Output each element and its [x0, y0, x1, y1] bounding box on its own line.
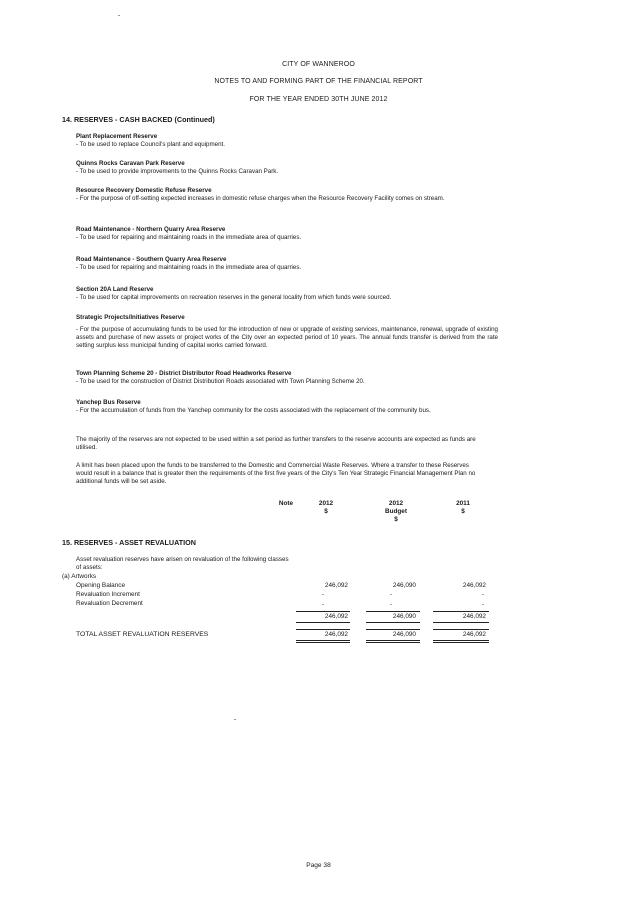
reserve-item-title: Road Maintenance - Southern Quarry Area Reserve — [76, 256, 227, 263]
total-double-rule — [433, 640, 489, 641]
row-label: Opening Balance — [76, 582, 126, 589]
reserve-item-desc: - To be used for repairing and maintaining roads in the immediate area of quarries. — [76, 264, 302, 271]
col-note-header: Note — [278, 500, 294, 507]
row-label: Revaluation Increment — [76, 591, 140, 598]
total-double-rule — [296, 642, 350, 643]
col-unit: $ — [324, 508, 328, 515]
reserve-item — [76, 314, 498, 350]
reserve-item-title: Strategic Projects/Initiatives Reserve — [76, 314, 185, 321]
reserve-item — [76, 256, 498, 272]
subtotal-2011: 246,092 — [462, 613, 486, 620]
total-2012: 246,092 — [324, 631, 348, 638]
reserve-item-desc: - To be used for capital improvements on recreation reserves in the general locality from which funds were sourced. — [76, 294, 392, 301]
subtotal-rule — [296, 611, 350, 612]
reserve-item — [76, 187, 498, 203]
col-2011-header — [437, 500, 489, 516]
subtotal-rule-bottom — [433, 622, 489, 623]
total-label: TOTAL ASSET REVALUATION RESERVES — [76, 631, 209, 638]
subtotal-2012: 246,092 — [324, 613, 348, 620]
reserve-item-title: Town Planning Scheme 20 - District Distributor Road Headworks Reserve — [76, 370, 292, 377]
reserve-item-title: Yanchep Bus Reserve — [76, 399, 141, 406]
cell-2012-budget: - — [389, 591, 392, 598]
scan-speck — [118, 15, 120, 16]
section-14-title: 14. RESERVES - CASH BACKED (Continued) — [62, 115, 215, 124]
reserve-item — [76, 399, 498, 415]
total-double-rule — [433, 642, 489, 643]
reserve-item-desc: - To be used for repairing and maintaining roads in the immediate area of quarries. — [76, 234, 302, 241]
subtotal-2012-budget: 246,090 — [392, 613, 416, 620]
reserve-item-desc: - To be used to provide improvements to the Quinns Rocks Caravan Park. — [76, 168, 279, 175]
section-15-title: 15. RESERVES - ASSET REVALUATION — [62, 538, 196, 547]
col-2012-budget-header — [370, 500, 422, 524]
total-rule — [296, 629, 350, 630]
asset-category: (a) Artworks — [62, 573, 97, 580]
reserve-item-title: Quinns Rocks Caravan Park Reserve — [76, 160, 185, 167]
reserve-item-desc: - For the purpose of accumulating funds to be used for the introduction of new or upgrade of existing services, maintenance, renewal, upgrade of existing assets and purchase of new assets or project works of the City over an expected period of 10 years. The annual funds transfer is derived from the rate setting surplus less municipal funding of capital works carried forward. — [76, 326, 498, 349]
scan-speck — [234, 719, 236, 720]
col-year: 2011 — [456, 500, 470, 507]
revaluation-intro: Asset revaluation reserves have arisen on revaluation of the following classes of assets: — [76, 556, 289, 571]
total-rule — [433, 629, 489, 630]
total-rule — [366, 629, 420, 630]
cell-2012: - — [321, 591, 324, 598]
reserve-item — [76, 160, 498, 176]
reserve-item — [76, 226, 498, 242]
report-period: FOR THE YEAR ENDED 30TH JUNE 2012 — [249, 96, 388, 103]
col-unit: $ — [461, 508, 465, 515]
reserve-item-title: Road Maintenance - Northern Quarry Area Reserve — [76, 226, 226, 233]
reserves-note-2: A limit has been placed upon the funds to be transferred to the Domestic and Commercial Waste Reserves. Where a transfer to these Reserves would result in a balance that is greater then the requirements of the first five years of the City's Ten Year Strategic Financial Management Plan no additional funds will be set aside. — [76, 462, 476, 485]
org-name: CITY OF WANNEROO — [282, 61, 355, 68]
reserve-item-title: Section 20A Land Reserve — [76, 286, 154, 293]
total-double-rule — [296, 640, 350, 641]
col-year: 2012 — [318, 500, 334, 507]
cell-2012: 246,092 — [324, 582, 348, 589]
row-label: Revaluation Decrement — [76, 600, 143, 607]
cell-2011: - — [481, 591, 484, 598]
page-number: Page 38 — [306, 862, 331, 869]
reserve-item — [76, 133, 498, 149]
subtotal-rule-bottom — [366, 622, 420, 623]
col-2012-actual-header — [300, 500, 352, 516]
reserve-item-title: Resource Recovery Domestic Refuse Reserve — [76, 187, 212, 194]
subtotal-rule-bottom — [296, 622, 350, 623]
cell-2012-budget: - — [389, 601, 392, 608]
reserve-item-title: Plant Replacement Reserve — [76, 133, 158, 140]
reserve-item — [76, 370, 498, 386]
reserve-item-desc: - For the purpose of off-setting expected increases in domestic refuse charges when the Resource Recovery Facility comes on stream. — [76, 195, 445, 202]
report-title: NOTES TO AND FORMING PART OF THE FINANCIAL REPORT — [214, 78, 423, 85]
cell-2012-budget: 246,090 — [392, 582, 416, 589]
total-2012-budget: 246,090 — [392, 631, 416, 638]
cell-2011: 246,092 — [462, 582, 486, 589]
total-double-rule — [366, 640, 420, 641]
subtotal-rule — [366, 611, 420, 612]
col-year: 2012 — [388, 500, 404, 507]
subtotal-rule — [433, 611, 489, 612]
col-sub: Budget — [384, 508, 407, 515]
cell-2012: - — [321, 601, 324, 608]
reserve-item-desc: - To be used to replace Council's plant and equipment. — [76, 141, 225, 148]
total-2011: 246,092 — [462, 631, 486, 638]
cell-2011: - — [481, 601, 484, 608]
reserve-item-desc: - For the accumulation of funds from the Yanchep community for the costs associated with the replacement of the community bus. — [76, 407, 431, 414]
reserve-item — [76, 286, 498, 302]
col-unit: $ — [394, 516, 398, 523]
reserves-note-1: The majority of the reserves are not expected to be used within a set period as further transfers to the reserve accounts are expected as funds are utilised. — [76, 436, 476, 451]
total-double-rule — [366, 642, 420, 643]
reserve-item-desc: - To be used for the construction of District Distribution Roads associated with Town Planning Scheme 20. — [76, 378, 365, 385]
